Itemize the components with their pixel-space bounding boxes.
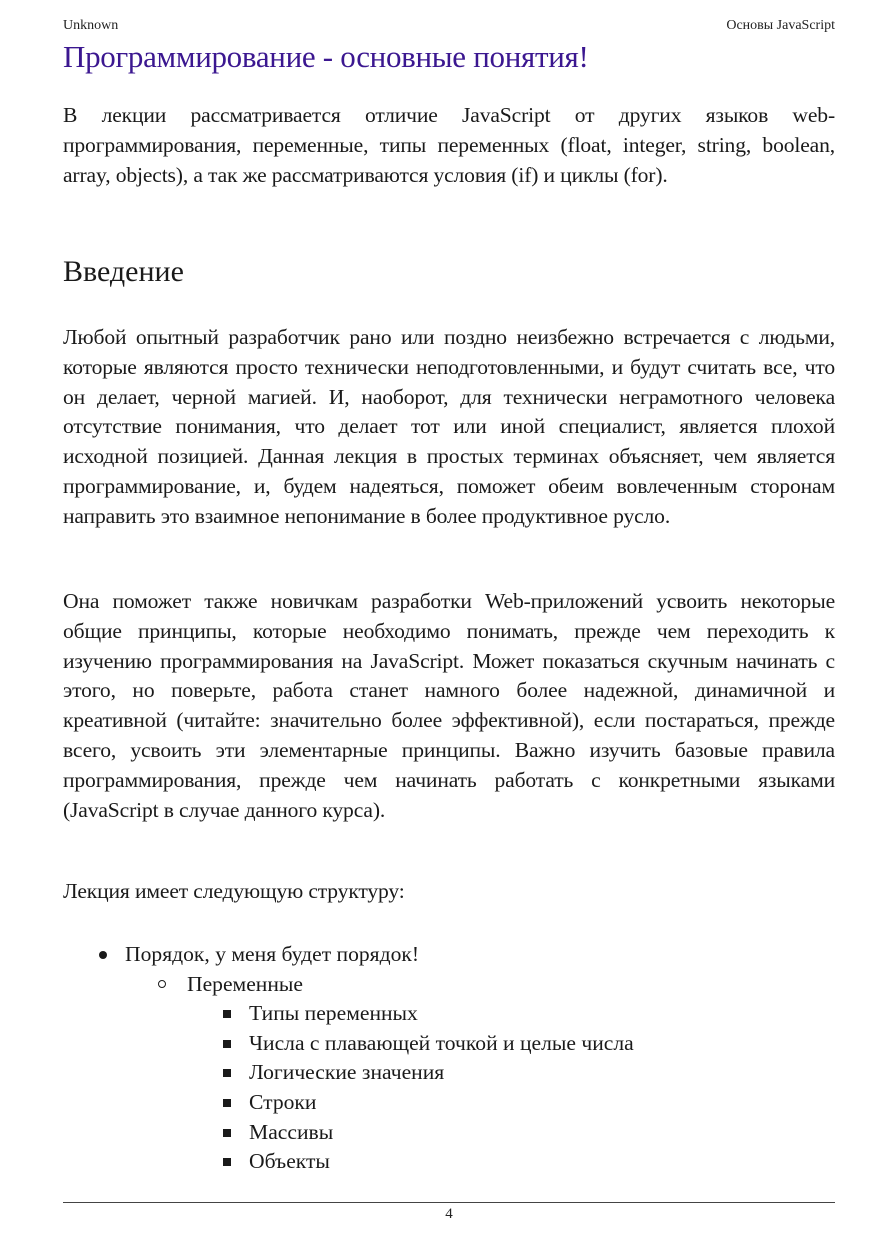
page-number: 4 (445, 1206, 453, 1222)
list-item (187, 1029, 835, 1059)
list-item (187, 1118, 835, 1148)
disc-bullet-icon (99, 951, 107, 959)
square-bullet-icon (223, 1040, 231, 1048)
header-right-text: Основы JavaScript (726, 18, 835, 33)
list-item (187, 1058, 835, 1088)
list-item-label: Объекты (249, 1149, 330, 1174)
list-item (187, 1088, 835, 1118)
outline-list-level-3 (187, 999, 835, 1177)
list-item-label: Массивы (249, 1119, 334, 1144)
square-bullet-icon (223, 1099, 231, 1107)
list-item (187, 999, 835, 1029)
list-item-label: Порядок, у меня будет порядок! (125, 942, 420, 966)
outline-list-level-2 (125, 970, 835, 1177)
list-item (63, 940, 835, 1177)
document-page (63, 0, 835, 1241)
list-item-label: Переменные (187, 971, 304, 996)
list-item-label: Числа с плавающей точкой и целые числа (249, 1030, 634, 1055)
lecture-outline (63, 940, 835, 1177)
body-paragraph-2: Она поможет также новичкам разработки Web-приложений усвоить некоторые общие принципы, которые необходимо понимать, прежде чем переходить к изучению программирования на JavaScript. Может показаться скучным начинать с этого, но поверьте, работа станет намного более надежной, динамичной и креативной (читайте: значительно более эффективной), если постараться, прежде всего, усвоить эти элементарные принципы. Важно изучить базовые правила программирования, прежде чем начинать работать с конкретными языками (JavaScript в случае данного курса). (63, 589, 835, 822)
header-left-text: Unknown (63, 18, 119, 33)
body-paragraph-1: Любой опытный разработчик рано или поздно неизбежно встречается с людьми, которые являются просто технически неподготовленными, и будут считать все, что он делает, черной магией. И, наоборот, для технически неграмотного человека отсутствие понимания, что делает тот или иной специалист, является плохой исходной позицией. Данная лекция в простых терминах объясняет, чем является программирование, и, будем надеяться, поможет обеим вовлеченным сторонам направить это взаимное непонимание в более продуктивное русло. (63, 325, 835, 528)
list-item (125, 970, 835, 1177)
body-paragraph-3: Лекция имеет следующую структуру: (63, 879, 405, 903)
outline-list-level-1 (63, 940, 835, 1177)
square-bullet-icon (223, 1069, 231, 1077)
list-item-label: Типы переменных (249, 1001, 418, 1026)
list-item-label: Строки (249, 1089, 317, 1114)
running-header (63, 17, 835, 35)
list-item (187, 1147, 835, 1177)
footer-divider (63, 1202, 835, 1203)
circle-bullet-icon (158, 980, 166, 988)
intro-paragraph: В лекции рассматривается отличие JavaScript от других языков web-программирования, переменные, типы переменных (float, integer, string, boolean, array, objects), а так же рассматриваются условия (if) и циклы (for). (63, 103, 835, 187)
page-title: Программирование - основные понятия! (63, 39, 589, 74)
square-bullet-icon (223, 1010, 231, 1018)
list-item-label: Логические значения (249, 1060, 445, 1085)
square-bullet-icon (223, 1158, 231, 1166)
section-heading: Введение (63, 255, 184, 288)
square-bullet-icon (223, 1129, 231, 1137)
